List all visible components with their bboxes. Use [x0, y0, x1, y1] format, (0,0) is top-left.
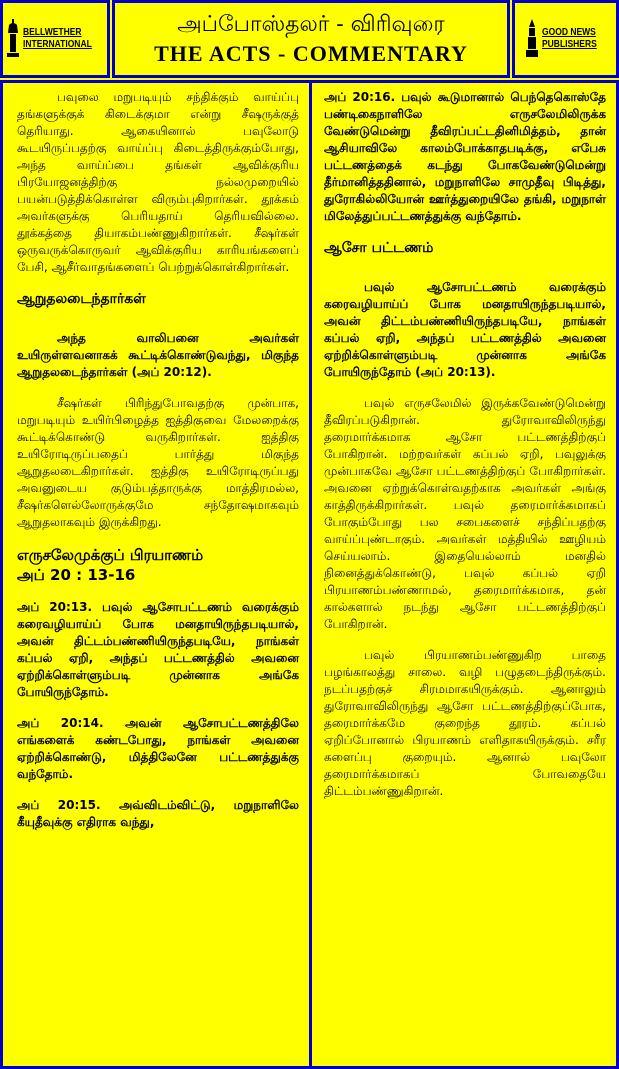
bell-icon — [6, 19, 20, 59]
bellwether-logo-line-1: BELLWETHER — [23, 27, 82, 38]
goodnews-logo — [525, 19, 606, 59]
section-heading-title: எருசலேமுக்குப் பிரயாணம் — [17, 546, 204, 564]
title-box — [112, 0, 510, 78]
paragraph: பவுல் பிரயாணம்பண்ணுகிற பாதை பழங்காலத்து சாலை. வழி பழுதடைந்திருக்கும். நடப்பதற்குச் சிரமமாகயிருக்கும். ஆனாலும் துரோவாவிலிருந்து ஆசோ பட்டணத்திற்குப்போக, தரைமார்க்கமே குறைந்த தூரம். கப்பல் ஏறிப்போனால் பிரயாணம் எளிதாகயிருக்கும். சரீர களைப்பு குறையும். ஆனால் பவுலோ தரைமார்க்கமாகப் போவதையே திட்டம்பண்ணுகிறான். — [324, 648, 606, 798]
title-tamil: அப்போஸ்தலர் - விரிவுரை — [177, 12, 445, 37]
section-heading: ஆசோ பட்டணம் — [324, 240, 434, 256]
scripture-verse: அப் 20:13. பவுல் ஆசோபட்டணம் வரைக்கும் கரைவழியாய்ப் போக மனதாயிருந்தபடியால், அவன் திட்டம்பண்ணியிருந்தபடியே, நாங்கள் கப்பல் ஏறி, அந்தப் பட்டணத்தில் அவனை ஏற்றிக்கொள்ளும்படி முன்னாக அங்கே போயிருந்தோம். — [17, 600, 299, 699]
paragraph: பவுலை மறுபடியும் சந்திக்கும் வாய்ப்பு தங்களுக்குக் கிடைக்குமா என்று சீஷருக்குத் தெரியாது. ஆகையினால் பவுலோடு கூடயிருப்பதற்கு வாய்ப்பு கிடைத்திருக்கும்போது, அந்த வாய்ப்பை தங்கள் ஆவிக்குரிய பிரயோஜனத்திற்கு நல்லமுறையில் பயன்படுத்திக்கொள்ள விரும்புகிறார்கள். தூக்கம் அவர்களுக்கு பெரியதாய் தெரியவில்லை. தூக்கத்தை தியாகம்பண்ணுகிறார்கள். சீஷர்கள் ஒருவருக்கொருவர் ஆவிக்குரிய காரியங்களைப் பேசி, ஆசீர்வாதங்களைப் பெற்றுக்கொள்கிறார்கள். — [17, 90, 299, 274]
tower-icon — [525, 19, 539, 59]
scripture-quote: அந்த வாலிபனை அவர்கள் உயிருள்ளவனாகக் கூட்டிக்கொண்டுவந்து, மிகுந்த ஆறுதலடைந்தார்கள் (அப் 20:12). — [17, 331, 299, 379]
goodnews-logo-text — [542, 27, 597, 51]
scripture-verse: அப் 20:15. அவ்விடம்விட்டு, மறுநாளிலே கீயுதீவுக்கு எதிராக வந்து, — [17, 798, 299, 829]
section-heading-reference: அப் 20 : 13-16 — [17, 566, 136, 584]
bellwether-logo — [6, 19, 104, 59]
bellwether-logo-box — [0, 0, 110, 78]
left-column — [3, 83, 312, 1066]
goodnews-logo-line-1: GOOD NEWS — [541, 27, 596, 38]
scripture-verse: அப் 20:16. பவுல் கூடுமானால் பெந்தெகொஸ்தே பண்டிகைநாளிலே எருசலேமிலிருக்க வேண்டுமென்று தீவிரப்பட்டதினிமித்தம், தான் ஆசியாவிலே காலம்போக்காதபடிக்கு, எபேசு பட்டணத்தைக் கடந்து போகவேண்டுமென்று தீர்மானித்ததினால், மறுநாளிலே சாமுதீவு பிடித்து, துரோகில்லியோன் ஊர்த்துறையிலே தங்கி, மறுநாள் மிலேத்துப்பட்டணத்துக்கு வந்தோம். — [324, 90, 606, 223]
goodnews-logo-box — [512, 0, 619, 78]
section-heading — [17, 545, 299, 585]
scripture-verse: அப் 20:14. அவன் ஆசோபட்டணத்திலே எங்களைக் கண்டபோது, நாங்கள் அவனை ஏற்றிக்கொண்டு, மித்திலேனே பட்டணத்துக்கு வந்தோம். — [17, 716, 299, 781]
right-column — [312, 83, 616, 1066]
scripture-quote: பவுல் ஆசோபட்டணம் வரைக்கும் கரைவழியாய்ப் போக மனதாயிருந்தபடியால், அவன் திட்டம்பண்ணியிருந்தபடியே, நாங்கள் கப்பல் ஏறி, அந்தப் பட்டணத்தில் அவனை ஏற்றிக்கொள்ளும்படி முன்னாக அங்கே போயிருந்தோம் (அப் 20:13). — [324, 280, 606, 379]
title-english: THE ACTS - COMMENTARY — [154, 41, 468, 66]
bellwether-logo-text — [23, 27, 92, 51]
paragraph: பவுல் எருசலேமில் இருக்கவேண்டுமென்று தீவிரப்படுகிறான். துரோவாவிலிருந்து தரைமார்க்கமாக ஆசோ பட்டணத்திற்குப் போகிறான். மற்றவர்கள் கப்பல் ஏறி, பவுலுக்கு முன்பாகவே ஆசோ பட்டணத்திற்குப் போகிறார்கள். அவனை ஏற்றுக்கொள்வதற்காக அவர்கள் அங்கு காத்திருக்கிறார்கள். பவுல் தரைமார்க்கமாகப் போகும்போது பல சபைகளைச் சந்திப்பதற்கு வாய்ப்புண்டாகும். அவர்கள் மத்தியில் ஊழியம் செய்யலாம். இதையெல்லாம் மனதில் நினைத்துக்கொண்டு, பவுல் கப்பல் ஏறி பிரயாணம்பண்ணாமல், தரைமார்க்கமாக, தன் கால்களால் நடந்து ஆசோ பட்டணத்திற்குப் போகிறான். — [324, 396, 606, 631]
goodnews-logo-line-2: PUBLISHERS — [541, 39, 597, 50]
content-columns — [0, 80, 619, 1069]
header — [0, 0, 619, 78]
section-heading: ஆறுதலடைந்தார்கள் — [17, 291, 146, 307]
bellwether-logo-line-2: INTERNATIONAL — [23, 39, 92, 50]
paragraph: சீஷர்கள் பிரிந்துபோவதற்கு முன்பாக, மறுபடியும் உயிர்பிழைத்த ஐத்திகுவை மேலறைக்கு கூட்டிக்கொண்டு வருகிறார்கள். ஐத்திகு உயிரோடிருப்பதைப் பார்த்து மிகுந்த ஆறுதலடைகிறார்கள். ஐத்திகு உயிரோடிருப்பது அவனுடைய குடும்பத்தாருக்கு மாத்திரமல்ல, சீஷர்களெல்லோருக்குமே சந்தோஷமாகவும் ஆறுதலாகவும் இருக்கிறது. — [17, 396, 299, 529]
